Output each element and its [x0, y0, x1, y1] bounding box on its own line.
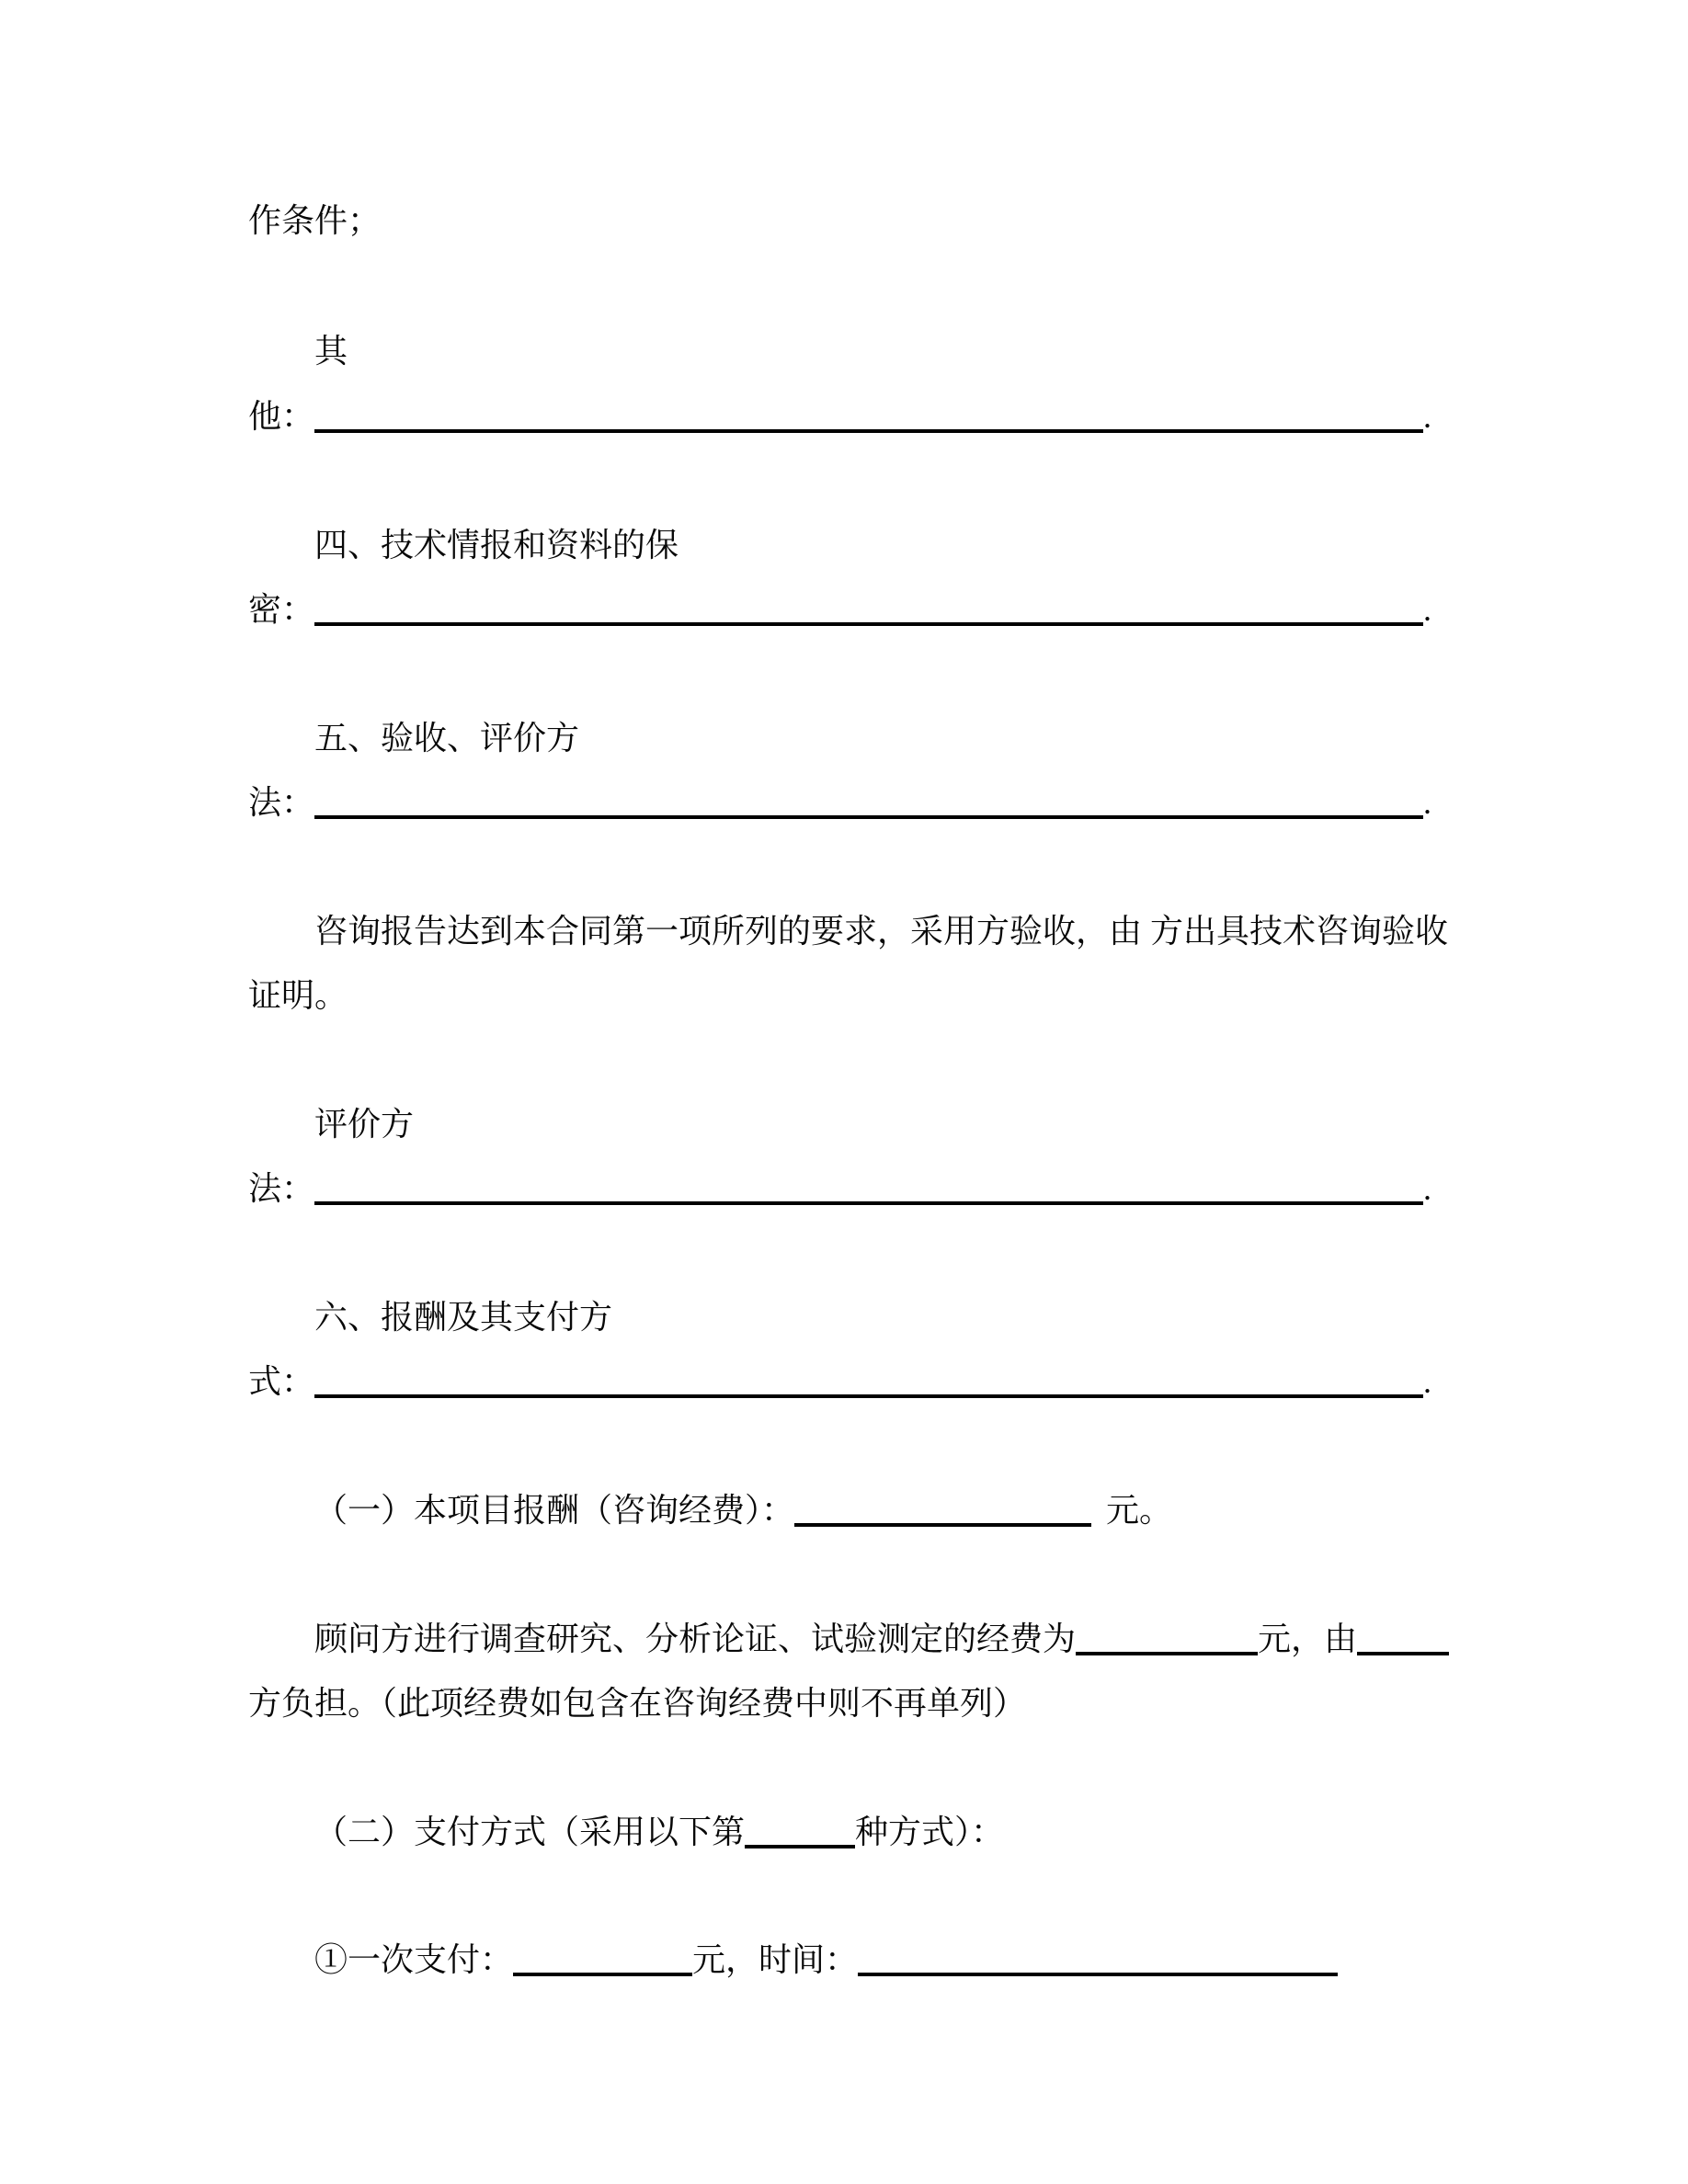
line-section5-heading — [314, 716, 579, 760]
line-text: 顾问方进行调查研究、分析论证、试验测定的经费为 — [314, 1621, 1077, 1657]
line-text: 法： — [248, 784, 315, 821]
line-acceptance-clause-wrap — [248, 973, 348, 1018]
line-text-mid: 元，由 — [1258, 1621, 1358, 1657]
line-evaluation-first — [314, 1102, 414, 1146]
blank-acceptance-method[interactable] — [314, 808, 1423, 819]
line-other-blank — [248, 394, 1431, 438]
blank-payment-option-number[interactable] — [745, 1837, 855, 1848]
line-acceptance-method-blank — [248, 780, 1431, 825]
line-text-suffix: 种方式）： — [855, 1814, 1005, 1850]
line-item2-payment-method — [314, 1810, 1004, 1854]
line-text: 法： — [248, 1170, 315, 1207]
line-evaluation-method-blank — [248, 1166, 1431, 1211]
line-text: 其 — [314, 333, 348, 370]
line-other-first-char — [314, 329, 348, 373]
line-onetime-payment-option — [314, 1938, 1338, 1982]
line-text: 证明。 — [248, 977, 348, 1014]
line-text: ①一次支付： — [314, 1941, 514, 1978]
line-survey-fee-clause — [314, 1617, 1449, 1661]
line-survey-fee-clause-wrap — [248, 1681, 1026, 1725]
blank-fee-bearer[interactable] — [1357, 1644, 1449, 1655]
line-text: 四、技术情报和资料的保 — [314, 527, 679, 563]
line-text: 六、报酬及其支付方 — [314, 1299, 613, 1336]
line-text-mid: 元，时间： — [692, 1941, 859, 1978]
line-text: 五、验收、评价方 — [314, 720, 580, 756]
trailing-period: . — [1423, 398, 1432, 435]
line-item1-project-reward — [314, 1488, 1172, 1532]
blank-onetime-date[interactable] — [858, 1965, 1338, 1976]
line-text: 评价方 — [314, 1106, 415, 1143]
blank-evaluation-method[interactable] — [314, 1194, 1423, 1205]
line-text: （一）本项目报酬（咨询经费）： — [314, 1492, 795, 1529]
trailing-period: . — [1423, 1170, 1432, 1207]
blank-survey-fee-amount[interactable] — [1076, 1644, 1258, 1655]
trailing-period: . — [1423, 784, 1432, 821]
unit-yuan-label: 元。 — [1106, 1492, 1173, 1529]
line-text: 他： — [248, 398, 315, 435]
line-section6-heading — [314, 1295, 612, 1339]
line-text: （二）支付方式（采用以下第 — [314, 1814, 746, 1850]
line-text: 方负担。（此项经费如包含在咨询经费中则不再单列） — [248, 1685, 1027, 1722]
blank-reward-amount[interactable] — [794, 1516, 1091, 1527]
blank-other[interactable] — [314, 422, 1423, 433]
line-text: 式： — [248, 1363, 315, 1400]
line-work-conditions-continuation — [248, 199, 381, 243]
blank-confidentiality[interactable] — [314, 615, 1423, 626]
line-text: 作条件； — [248, 202, 382, 239]
trailing-period: . — [1423, 1363, 1432, 1400]
blank-onetime-amount[interactable] — [513, 1965, 692, 1976]
trailing-period: . — [1423, 591, 1432, 628]
blank-payment-mode[interactable] — [314, 1387, 1423, 1398]
line-section4-heading — [314, 523, 679, 567]
line-text: 密： — [248, 591, 315, 628]
line-text: 咨询报告达到本合同第一项所列的要求，采用方验收，由 方出具技术咨询验收 — [314, 913, 1449, 950]
line-confidentiality-blank — [248, 587, 1431, 631]
line-acceptance-clause — [314, 909, 1448, 953]
line-payment-mode-blank — [248, 1359, 1431, 1404]
